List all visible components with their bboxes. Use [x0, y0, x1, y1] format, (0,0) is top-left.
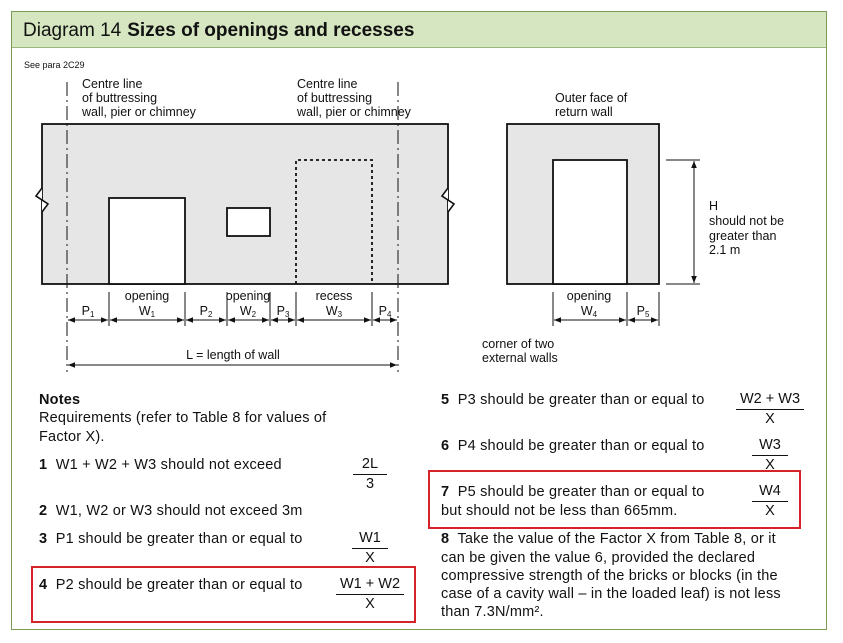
w4-label: W4: [580, 304, 598, 319]
p5-label: P5: [636, 304, 650, 319]
centre-line-2-label-b: of buttressing: [297, 91, 373, 105]
diagram-name: Sizes of openings and recesses: [127, 20, 415, 41]
p3-label: P3: [276, 304, 290, 319]
height-label-c: greater than: [709, 229, 777, 243]
note-7-fraction: $\frac{W4}{X}$: [752, 482, 788, 521]
notes-intro-b: Factor X).: [39, 429, 105, 445]
note-6-fraction: $\frac{W3}{X}$: [752, 436, 788, 475]
note-8-line-4: case of a cavity wall – in the loaded leaf) is not less: [441, 586, 781, 602]
w3-label: W3: [325, 304, 343, 319]
corner-label-b: external walls: [482, 351, 558, 365]
centre-line-1-label-b: of buttressing: [82, 91, 158, 105]
note-5: 5 P3 should be greater than or equal to: [441, 392, 705, 408]
centre-line-1-label-c: wall, pier or chimney: [82, 105, 196, 119]
height-label-b: should not be: [709, 214, 785, 228]
notes-heading: Notes: [39, 392, 81, 408]
height-label-d: 2.1 m: [709, 243, 741, 257]
note-2: 2 W1, W2 or W3 should not exceed 3m: [39, 503, 303, 519]
diagram-number: Diagram 14: [23, 20, 122, 41]
outer-face-label-b: return wall: [555, 105, 613, 119]
note-4: 4 P2 should be greater than or equal to: [39, 577, 303, 593]
note-1-fraction: $\frac{2L}{3}$: [353, 455, 387, 494]
note-6: 6 P4 should be greater than or equal to: [441, 438, 705, 454]
opening-w1: [109, 198, 185, 284]
height-label-h: H: [709, 199, 719, 213]
see-para-ref: See para 2C29: [24, 60, 85, 70]
note-4-fraction: $\frac{W1 + W2}{X}$: [336, 575, 404, 614]
p4-label: P4: [378, 304, 392, 319]
note-5-fraction: $\frac{W2 + W3}{X}$: [736, 390, 804, 429]
opening-w2: [227, 208, 270, 236]
opening-2-label: opening: [225, 289, 271, 303]
note-7-line-2: but should not be less than 665mm.: [441, 503, 678, 519]
outer-face-label-a: Outer face of: [555, 91, 628, 105]
length-label: L = length of wall: [186, 348, 280, 362]
opening-w4: [553, 160, 627, 284]
note-8-line-1: 8 Take the value of the Factor X from Table 8, or it: [441, 531, 776, 547]
centre-line-2-label-a: Centre line: [297, 77, 358, 91]
centre-line-2-label-c: wall, pier or chimney: [297, 105, 411, 119]
opening-1-label: opening: [124, 289, 170, 303]
note-7: 7 P5 should be greater than or equal to: [441, 484, 705, 500]
p2-label: P2: [199, 304, 213, 319]
corner-label-a: corner of two: [482, 337, 555, 351]
p1-label: P1: [81, 304, 95, 319]
note-3-fraction: $\frac{W1}{X}$: [352, 529, 388, 568]
centre-line-1-label-a: Centre line: [82, 77, 143, 91]
recess-3-label: recess: [315, 289, 353, 303]
note-8-line-2: can be given the value 6, provided the declared: [441, 550, 756, 566]
note-1: 1 W1 + W2 + W3 should not exceed: [39, 457, 282, 473]
wall-elevation: [42, 124, 448, 284]
note-8-line-3: compressive strength of the bricks or blocks (in the: [441, 568, 778, 584]
note-3: 3 P1 should be greater than or equal to: [39, 531, 303, 547]
w2-label: W2: [239, 304, 257, 319]
notes-intro-a: Requirements (refer to Table 8 for values of: [39, 410, 327, 426]
w1-label: W1: [138, 304, 156, 319]
opening-4-label: opening: [566, 289, 612, 303]
note-8-line-5: than 7.3N/mm².: [441, 604, 544, 620]
